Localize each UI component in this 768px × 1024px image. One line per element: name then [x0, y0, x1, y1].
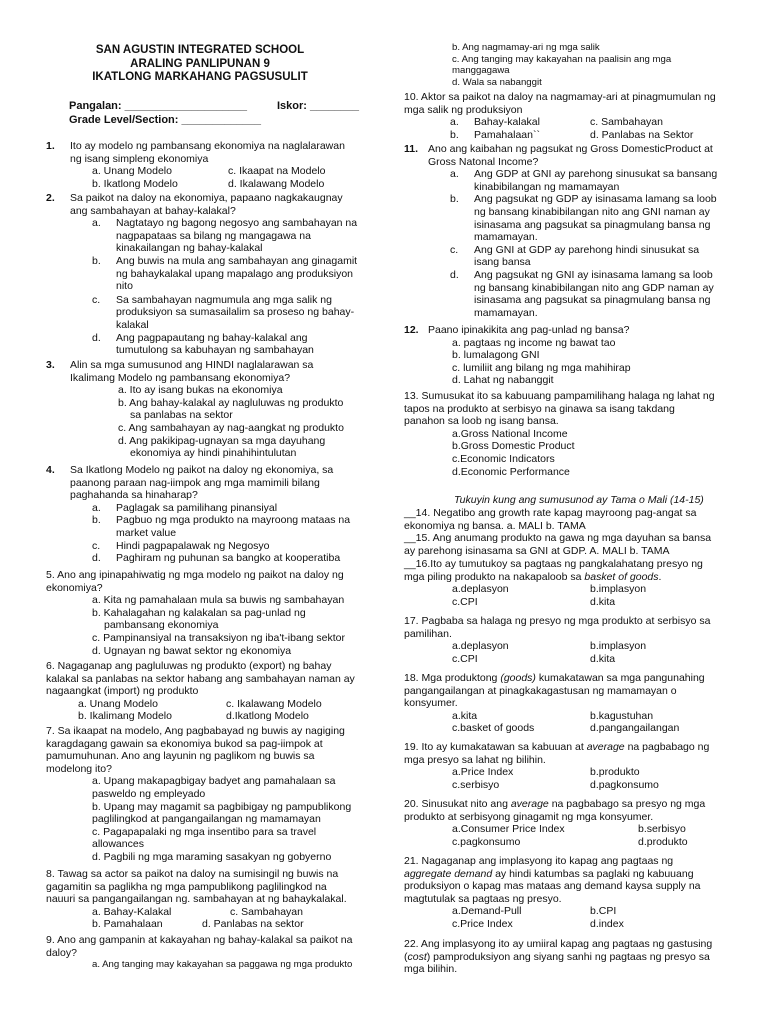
question-number: 11.: [404, 143, 419, 155]
question-text: pamumuhunan. Ano ang layunin ng paglikom ng buwis sa: [46, 750, 315, 763]
question-text: kalakal sa panlabas na sektor habang ang sambahayan naman ay: [46, 672, 355, 685]
question-text: 9. Ano ang gampanin at kakayahan ng bahay-kalakal sa paikot na: [46, 934, 353, 946]
question-text: 7. Sa ikaapat na modelo, Ang pagbabayad ng buwis ay nagiging: [46, 725, 345, 737]
question-text: 5. Ano ang ipinapahiwatig ng mga modelo ng paikot na daloy ng: [46, 569, 344, 581]
choice-d[interactable]: d. Panlabas na sektor: [202, 918, 304, 931]
choice-b[interactable]: b. Pamahalaan: [92, 918, 163, 931]
choice-a[interactable]: a. Nagtatayo ng bagong negosyo ang sambahayan na nagpapataas sa bilang ng mangagawa na kinakailangan ng bahay-kalakal: [92, 217, 358, 255]
choice-a[interactable]: a.deplasyon: [452, 583, 509, 596]
question-number: 12.: [404, 324, 419, 336]
exam-title: IKATLONG MARKAHANG PAGSUSULIT: [92, 71, 308, 84]
choice-a[interactable]: a. Ang GDP at GNI ay parehong sinusukat sa bansang kinabibilangan ng mamamayan: [450, 168, 718, 193]
question-text: pangangailangan at pinagkakagastusan ng mamamayan o: [404, 684, 677, 697]
choice-b[interactable]: b. Ang nagmamay-ari ng mga salik: [452, 42, 600, 53]
choice-b[interactable]: b.CPI: [590, 905, 617, 918]
choice-b[interactable]: b. Ikatlong Modelo: [92, 177, 178, 190]
question-12: [404, 324, 722, 387]
question-text: 8. Tawag sa actor sa paikot na daloy na sumisingil ng buwis na: [46, 868, 339, 880]
question-text: 13. Sumusukat ito sa kabuuang pampamilihang halaga ng lahat ng: [404, 390, 715, 402]
question-text: produksiyon o kapag mas mataas ang demand kaysa supply na: [404, 880, 701, 893]
choice-b[interactable]: b. Pagbuo ng mga produkto na mayroong mataas na market value: [92, 514, 351, 539]
question-16: [404, 558, 722, 608]
choice-a[interactable]: a. Bahay-Kalakal: [92, 905, 172, 918]
choice-b[interactable]: b. Pamahalaan``: [450, 128, 540, 141]
question-8: [46, 868, 358, 931]
question-text: mga presyo sa lahat ng bilihin.: [404, 753, 546, 766]
choice-a[interactable]: a. Unang Modelo: [78, 697, 158, 710]
choice-d[interactable]: d. Ang pagsukat ng GNI ay isinasama lamang sa loob ng bansang kinabibilangan nito ang GDP naman ay isinasama ang pagsukat sa pinagmulang bansa ng mamamayan.: [450, 268, 714, 319]
question-text: 22. Ang implasyong ito ay umiiral kapag ang pagtaas ng gastusing: [404, 938, 713, 950]
question-text: 19. Ito ay kumakatawan sa kabuuan at average na pagbabago ng: [404, 741, 710, 753]
question-text: Alin sa mga sumusunod ang HINDI naglalarawan sa: [70, 359, 314, 371]
question-10: [404, 91, 722, 141]
question-text: karagdagang gawain sa ekonomiya bukod sa pag-iimpok at: [46, 737, 323, 750]
question-17: [404, 615, 722, 665]
question-text: 17. Pagbaba sa halaga ng presyo ng mga produkto at serbisyo sa: [404, 615, 711, 627]
choice-d[interactable]: d. Paghiram ng puhunan sa bangko at kooperatiba: [92, 552, 341, 565]
choice-c[interactable]: c.serbisyo: [452, 778, 500, 791]
question-text: modelong ito?: [46, 762, 112, 775]
choice-d[interactable]: d. Ikalawang Modelo: [228, 177, 325, 190]
subject-title: ARALING PANLIPUNAN 9: [130, 57, 270, 70]
question-18: [404, 672, 722, 735]
question-text: 20. Sinusukat nito ang average na pagbabago sa presyo ng mga: [404, 798, 706, 810]
choice-a[interactable]: a. Ito ay isang bukas na ekonomiya: [118, 384, 283, 397]
choice-d[interactable]: d.Economic Performance: [452, 465, 570, 478]
choice-b[interactable]: b.implasyon: [590, 640, 647, 653]
choice-c[interactable]: c. lumiliit ang bilang ng mga mahihirap: [452, 361, 631, 374]
choice-a[interactable]: a.Demand-Pull: [452, 905, 522, 918]
question-text: paanong paraan nag-iimpok ang mga mamimili bilang: [70, 476, 320, 489]
question-text: Sa Ikatlong Modelo ng paikot na daloy ng ekonomiya, sa: [70, 464, 334, 476]
question-text: mga bilihin.: [404, 963, 458, 976]
question-text: 6. Nagaganap ang pagluluwas ng produkto (export) ng bahay: [46, 660, 332, 672]
question-3: [46, 359, 358, 460]
question-5: [46, 569, 358, 657]
question-text: __14. Negatibo ang growth rate kapag mayroong pag-angat sa: [404, 507, 697, 519]
question-text: 18. Mga produktong (goods) kumakatawan sa mga pangunahing: [404, 672, 705, 684]
question-text: gagamitin sa paglikha ng mga pampublikong paglilingkod na: [46, 880, 327, 893]
question-6: [46, 660, 358, 723]
question-7: [46, 725, 358, 864]
question-text: ekonomiya ng bansa. a. MALI b. TAMA: [404, 519, 586, 532]
question-text: paghahanda sa hinaharap?: [70, 489, 198, 502]
question-text: tapos na produkto at serbisyo na ginawa sa isang takdang: [404, 402, 675, 415]
choice-a[interactable]: a. Kita ng pamahalaan mula sa buwis ng sambahayan: [92, 594, 345, 607]
question-9: [46, 934, 358, 972]
choice-d[interactable]: d.kita: [590, 652, 616, 665]
choice-d[interactable]: d.pagkonsumo: [590, 778, 659, 791]
choice-d[interactable]: d. Pagbili ng mga maraming sasakyan ng gobyerno: [92, 850, 332, 863]
choice-b[interactable]: b.implasyon: [590, 583, 647, 596]
choice-d[interactable]: d.pangangailangan: [590, 722, 680, 735]
exam-header: [60, 44, 340, 85]
choice-a[interactable]: a.kita: [452, 709, 478, 722]
question-text: nauuri sa pangangailangan ng. sambahayan at ng bahaykalakal.: [46, 893, 347, 906]
choice-c[interactable]: c. Ang tanging may kakayahan na paalisin ang mga manggagawa: [452, 53, 672, 77]
choice-d[interactable]: d. Ang pakikipag-ugnayan sa mga dayuhang ekonomiya ay hindi pinahihintulutan: [118, 434, 326, 460]
choice-a[interactable]: a.Price Index: [452, 766, 514, 779]
choice-c[interactable]: c. Pagapapalaki ng mga insentibo para sa travel allowances: [92, 825, 317, 851]
choice-a[interactable]: a. Ang tanging may kakayahan sa paggawa ng mga produkto: [92, 959, 353, 971]
choice-b[interactable]: b. Ikalimang Modelo: [78, 710, 172, 723]
question-20: [404, 798, 722, 848]
choice-c[interactable]: c. Ikalawang Modelo: [226, 697, 322, 710]
choice-c[interactable]: c. Ang sambahayan ay nag-aangkat ng produkto: [118, 421, 344, 434]
question-text: ekonomiya?: [46, 581, 103, 594]
question-text: Gross Natonal Income?: [428, 155, 539, 168]
question-13: [404, 390, 722, 478]
name-field[interactable]: Pangalan: ____________________: [69, 100, 247, 112]
choice-c[interactable]: c. Hindi pagpapalawak ng Negosyo: [92, 539, 270, 552]
question-text: 21. Nagaganap ang implasyong ito kapag ang pagtaas ng: [404, 855, 674, 867]
question-text: Ito ay modelo ng pambansang ekonomiya na naglalarawan: [70, 140, 345, 152]
choice-a[interactable]: a. Upang makapagbigay badyet ang pamahalaan sa pasweldo ng empleyado: [92, 775, 336, 800]
question-4: [46, 464, 358, 565]
question-text: Sa paikot na daloy na ekonomiya, papaano nagkakaugnay: [70, 192, 343, 204]
choice-b[interactable]: b. lumalagong GNI: [452, 349, 540, 362]
question-number: 2.: [46, 192, 55, 204]
question-text: ay parehong isinasama sa GNI at GDP. A. MALI b. TAMA: [404, 544, 670, 557]
question-text: Ano ang kaibahan ng pagsukat ng Gross DomesticProduct at: [428, 143, 713, 155]
question-number: 1.: [46, 140, 55, 152]
choice-b[interactable]: b.Gross Domestic Product: [452, 440, 575, 453]
choice-a[interactable]: a.deplasyon: [452, 640, 509, 653]
question-19: [404, 741, 722, 791]
choice-b[interactable]: b. Upang may magamit sa pagbibigay ng pampublikong paglilingkod at pangangailangan ng mamamayan: [92, 800, 352, 826]
question-text: ang sambahayan at bahay-kalakal?: [70, 204, 236, 217]
choice-d[interactable]: d.kita: [590, 595, 616, 608]
choice-d[interactable]: d. Ugnayan ng bawat sektor ng ekonomiya: [92, 644, 292, 657]
choice-a[interactable]: a.Gross National Income: [452, 427, 568, 440]
question-text: __15. Ang anumang produkto na gawa ng mga dayuhan sa bansa: [404, 532, 712, 544]
question-text: magtutulak sa pagtaas ng presyo.: [404, 892, 562, 905]
grade-section-field[interactable]: Grade Level/Section: _____________: [69, 113, 262, 126]
choice-c[interactable]: c. Ang GNI at GDP ay parehong hindi sinusukat sa isang bansa: [450, 243, 700, 269]
question-number: 3.: [46, 359, 55, 371]
score-field[interactable]: Iskor: ________: [277, 100, 359, 112]
question-text: nagaangkat (import) ng produkto: [46, 685, 199, 698]
question-2: [46, 192, 358, 357]
question-15: [404, 532, 722, 557]
choice-c[interactable]: c.Price Index: [452, 917, 513, 930]
question-text: Paano ipinakikita ang pag-unlad ng bansa?: [428, 324, 630, 336]
choice-d[interactable]: d. Lahat ng nabanggit: [452, 374, 554, 387]
choice-d[interactable]: d. Panlabas na Sektor: [590, 128, 694, 141]
choice-b[interactable]: b. Ang pagsukat ng GDP ay isinasama lamang sa loob ng bansang kinabibilangan nito ang GNI naman ay isinasama ang pagsukat sa pinagmulang bansa ng mamamayan.: [450, 193, 717, 244]
choice-c[interactable]: c. Sambahayan: [230, 905, 303, 918]
student-info: [69, 100, 369, 127]
question-text: konsyumer.: [404, 697, 458, 710]
question-text: aggregate demand ay hindi katumbas sa paglaki ng kabuuang: [404, 867, 694, 880]
choice-c[interactable]: c.Economic Indicators: [452, 452, 555, 465]
choice-b[interactable]: b.produkto: [590, 766, 640, 779]
question-22: [404, 938, 722, 976]
choice-a[interactable]: a.Consumer Price Index: [452, 823, 565, 836]
question-text: daloy?: [46, 946, 77, 959]
choice-a[interactable]: a. Paglagak sa pamilihang pinansiyal: [92, 501, 278, 514]
question-1: [46, 140, 358, 190]
choice-b[interactable]: b. Ang buwis na mula ang sambahayan ang ginagamit ng bahaykalakal upang mapalago ang produksiyon nito: [92, 254, 358, 293]
section-heading: Tukuyin kung ang sumusunod ay Tama o Mali (14-15): [454, 494, 704, 506]
question-text: 10. Aktor sa paikot na daloy na nagmamay-ari at pinagmumulan ng: [404, 91, 716, 103]
choice-b[interactable]: b.serbisyo: [638, 823, 686, 836]
choice-b[interactable]: b.kagustuhan: [590, 709, 654, 722]
question-text: Ikalimang Modelo ng pambansang ekonomiya?: [70, 371, 291, 384]
question-21: [404, 855, 722, 931]
choice-c[interactable]: c.pagkonsumo: [452, 835, 521, 848]
choice-c[interactable]: c. Sa sambahayan nagmumula ang mga salik ng produksiyon sa sumasailalim sa proseso ng bahay- kalakal: [92, 293, 355, 331]
choice-a[interactable]: a. pagtaas ng income ng bawat tao: [452, 336, 616, 349]
question-9-continued: [452, 42, 722, 88]
choice-d[interactable]: d.index: [590, 917, 624, 930]
choice-d[interactable]: d.Ikatlong Modelo: [226, 710, 309, 723]
choice-c[interactable]: c. Ikaapat na Modelo: [228, 165, 326, 178]
question-text: (cost) pamproduksiyon ang siyang sanhi ng pagtaas ng presyo sa: [404, 950, 710, 963]
question-text: ng isang simpleng ekonomiya: [70, 152, 209, 165]
question-number: 4.: [46, 464, 55, 476]
choice-a[interactable]: a. Unang Modelo: [92, 165, 172, 178]
choice-c[interactable]: c. Sambahayan: [590, 116, 663, 129]
choice-c[interactable]: c. Pampinansiyal na transaksiyon ng iba't-ibang sektor: [92, 631, 345, 644]
question-text: produkto at serbisyong ginagamit ng mga konsyumer.: [404, 810, 654, 823]
question-text: mga piling produkto na nakapaloob sa basket of goods.: [404, 570, 662, 583]
choice-d[interactable]: d. Wala sa nabanggit: [452, 76, 542, 88]
choice-b[interactable]: b. Ang bahay-kalakal ay nagluluwas ng produkto sa panlabas na sektor: [118, 396, 344, 422]
choice-d[interactable]: d. Ang pagpapautang ng bahay-kalakal ang tumutulong sa kabuhayan ng sambahayan: [92, 331, 314, 357]
question-14: [404, 507, 722, 532]
school-name: SAN AGUSTIN INTEGRATED SCHOOL: [95, 44, 305, 56]
question-text: pamilihan.: [404, 627, 452, 640]
choice-c[interactable]: c.basket of goods: [452, 722, 535, 735]
choice-c[interactable]: c.CPI: [452, 652, 478, 665]
choice-a[interactable]: a. Bahay-kalakal: [450, 116, 540, 129]
choice-c[interactable]: c.CPI: [452, 595, 478, 608]
choice-d[interactable]: d.produkto: [638, 835, 688, 848]
question-text: mga salik ng produksiyon: [404, 103, 523, 116]
choice-b[interactable]: b. Kahalagahan ng kalakalan sa pag-unlad ng pambansang ekonomiya: [92, 606, 306, 632]
question-text: __16.Ito ay tumutukoy sa pagtaas ng pangkalahatang presyo ng: [404, 558, 703, 570]
question-11: [404, 143, 722, 319]
question-text: panahon sa loob ng isang bansa.: [404, 415, 559, 428]
